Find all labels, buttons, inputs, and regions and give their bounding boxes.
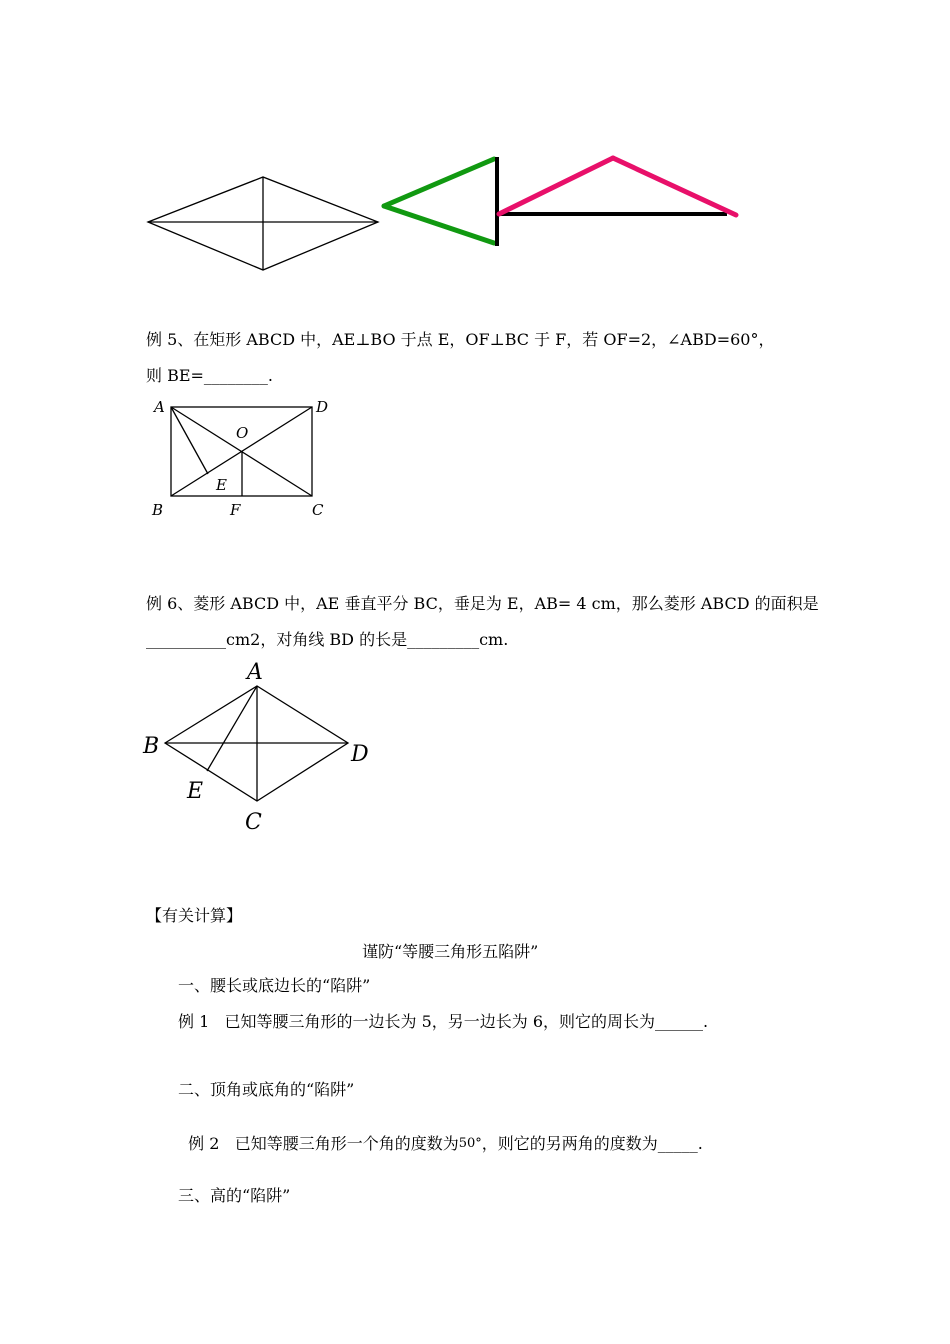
trap-1-heading: 一、腰长或底边长的“陷阱” xyxy=(178,976,371,995)
trap-2-example-pre: 例 2 已知等腰三角形一个角的度数为 xyxy=(188,1134,459,1153)
trap-2-example xyxy=(178,1114,703,1154)
label-c: C xyxy=(312,501,324,519)
label-b: B xyxy=(152,501,164,519)
section-title: 【有关计算】 xyxy=(146,906,243,925)
label-d: D xyxy=(316,398,329,416)
label-a: A xyxy=(247,660,263,685)
pink-triangle xyxy=(499,158,736,215)
label-b: B xyxy=(143,734,160,759)
label-f: F xyxy=(230,501,241,519)
top-figure xyxy=(0,0,950,300)
trap-2-example-post: ，则它的另两角的度数为_____. xyxy=(481,1134,703,1153)
label-e: E xyxy=(216,476,227,494)
green-triangle xyxy=(384,159,494,243)
example-5-line-1: 例 5、在矩形 ABCD 中，AE⊥BO 于点 E，OF⊥BC 于 F，若 OF=2，∠ABD=60°， xyxy=(146,330,775,349)
trap-2-heading: 二、顶角或底角的“陷阱” xyxy=(178,1080,355,1099)
label-c: C xyxy=(245,810,262,835)
rhombus-figure xyxy=(148,177,378,270)
label-d: D xyxy=(351,742,369,767)
example-6-line-2: __________cm2，对角线 BD 的长是_________cm. xyxy=(146,630,509,649)
rhombus-abcd-figure xyxy=(135,655,385,840)
example-5-line-2: 则 BE=________. xyxy=(146,366,274,385)
example-6-line-1: 例 6、菱形 ABCD 中，AE 垂直平分 BC，垂足为 E，AB= 4 cm，那么菱形 ABCD 的面积是 xyxy=(146,594,819,613)
label-a: A xyxy=(154,398,165,416)
section-subtitle: 谨防“等腰三角形五陷阱” xyxy=(362,942,539,961)
rectangle-figure xyxy=(140,390,340,525)
trap-2-angle: 50° xyxy=(458,1136,482,1151)
label-o: O xyxy=(236,424,249,442)
trap-3-heading: 三、高的“陷阱” xyxy=(178,1186,291,1205)
trap-1-example: 例 1 已知等腰三角形的一边长为 5，另一边长为 6，则它的周长为______. xyxy=(178,1012,709,1031)
label-e: E xyxy=(187,779,204,804)
